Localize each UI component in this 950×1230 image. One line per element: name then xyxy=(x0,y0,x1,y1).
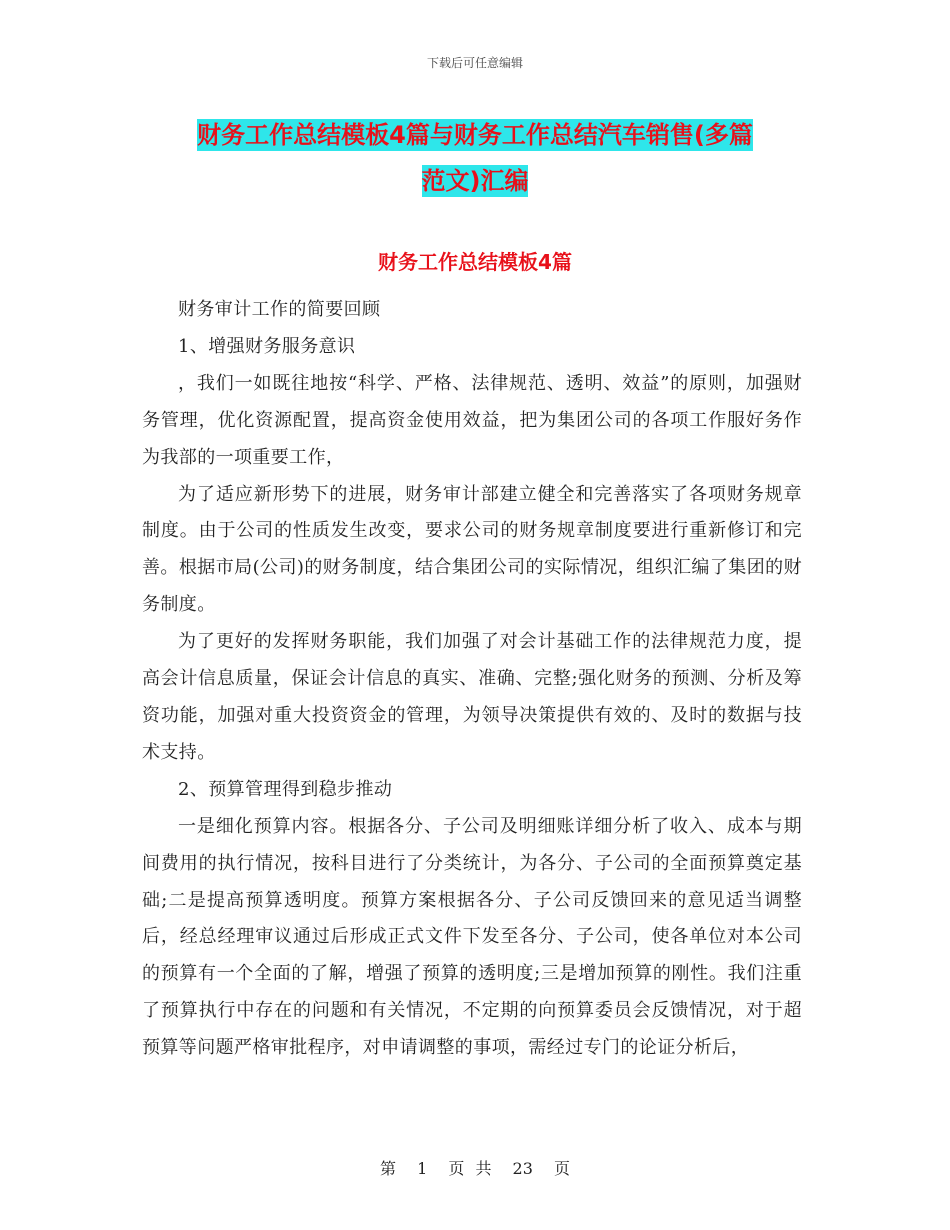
paragraph: 为了更好的发挥财务职能，我们加强了对会计基础工作的法律规范力度，提高会计信息质量，保证会计信息的真实、准确、完整;强化财务的预测、分析及筹资功能，加强对重大投资资金的管理，为领导决策提供有效的、及时的数据与技术支持。 xyxy=(142,631,802,763)
paragraph: ，我们一如既往地按“科学、严格、法律规范、透明、效益”的原则，加强财务管理，优化资源配置，提高资金使用效益，把为集团公司的各项工作服好务作为我部的一项重要工作， xyxy=(142,372,802,468)
footer-suffix: 页 xyxy=(554,1159,571,1178)
section-title: 财务工作总结模板4篇 xyxy=(378,250,572,274)
document-body xyxy=(142,292,802,1067)
paragraph: 一是细化预算内容。根据各分、子公司及明细账详细分析了收入、成本与期间费用的执行情况，按科目进行了分类统计，为各分、子公司的全面预算奠定基础;二是提高预算透明度。预算方案根据各分、子公司反馈回来的意见适当调整后，经总经理审议通过后形成正式文件下发至各分、子公司，使各单位对本公司的预算有一个全面的了解，增强了预算的透明度;三是增加预算的刚性。我们注重了预算执行中存在的问题和有关情况，不定期的向预算委员会反馈情况，对于超预算等问题严格审批程序，对申请调整的事项，需经过专门的论证分析后， xyxy=(142,815,802,1059)
header-note: 下载后可任意编辑 xyxy=(426,56,523,70)
paragraph: 财务审计工作的简要回顾 xyxy=(178,299,381,320)
paragraph: 为了适应新形势下的进展，财务审计部建立健全和完善落实了各项财务规章制度。由于公司的性质发生改变，要求公司的财务规章制度要进行重新修订和完善。根据市局(公司)的财务制度，结合集团公司的实际情况，组织汇编了集团的财务制度。 xyxy=(142,483,802,616)
page-number: 1 xyxy=(417,1159,428,1178)
footer-prefix: 第 xyxy=(379,1159,396,1178)
page-footer xyxy=(0,1156,950,1179)
page-total: 23 xyxy=(512,1159,533,1178)
title-line-1: 财务工作总结模板4篇与财务工作总结汽车销售(多篇 xyxy=(197,121,753,149)
paragraph: 2、预算管理得到稳步推动 xyxy=(178,778,393,800)
footer-middle: 页 共 xyxy=(448,1159,492,1178)
title-line-2: 范文)汇编 xyxy=(421,167,529,195)
document-title xyxy=(140,112,810,204)
paragraph: 1、增强财务服务意识 xyxy=(178,335,356,357)
